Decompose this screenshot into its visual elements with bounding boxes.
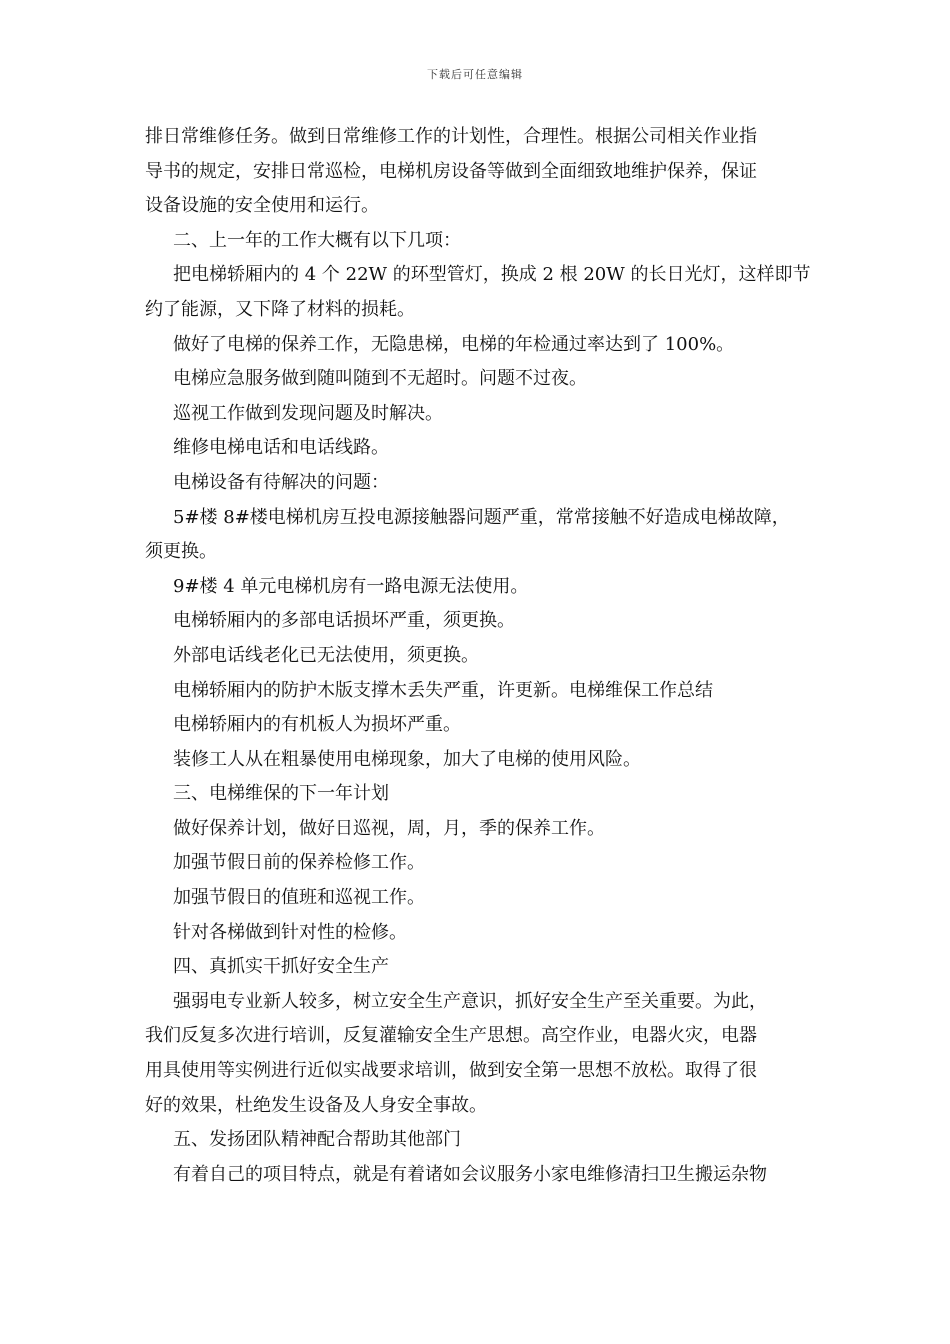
text-line: 维修电梯电话和电话线路。 [173,437,389,459]
text-line: 针对各梯做到针对性的检修。 [173,921,407,943]
text-line: 做好保养计划，做好日巡视，周，月，季的保养工作。 [173,817,605,839]
text-line: 强弱电专业新人较多，树立安全生产意识，抓好安全生产至关重要。为此， [173,990,767,1012]
text-line: 电梯轿厢内的多部电话损坏严重，须更换。 [173,610,515,632]
text-line: 导书的规定，安排日常巡检，电梯机房设备等做到全面细致地维护保养，保证 [145,160,757,182]
text-line: 须更换。 [145,541,217,563]
text-line: 巡视工作做到发现问题及时解决。 [173,402,443,424]
page-header: 下载后可任意编辑 [427,68,523,81]
text-line: 做好了电梯的保养工作，无隐患梯，电梯的年检通过率达到了 100%。 [173,333,735,355]
text-line: 加强节假日的值班和巡视工作。 [173,887,425,909]
text-line: 四、真抓实干抓好安全生产 [173,956,389,978]
text-line: 电梯轿厢内的防护木版支撑木丢失严重，许更新。电梯维保工作总结 [173,679,713,701]
text-line: 好的效果，杜绝发生设备及人身安全事故。 [145,1094,487,1116]
text-line: 外部电话线老化已无法使用，须更换。 [173,644,479,666]
text-line: 装修工人从在粗暴使用电梯现象，加大了电梯的使用风险。 [173,748,641,770]
text-line: 电梯设备有待解决的问题： [173,471,389,493]
text-line: 约了能源，又下降了材料的损耗。 [145,298,415,320]
text-line: 有着自己的项目特点，就是有着诸如会议服务小家电维修清扫卫生搬运杂物 [173,1163,767,1185]
text-line: 二、上一年的工作大概有以下几项： [173,229,461,251]
text-line: 设备设施的安全使用和运行。 [145,195,379,217]
text-line: 用具使用等实例进行近似实战要求培训，做到安全第一思想不放松。取得了很 [145,1060,757,1082]
text-line: 五、发扬团队精神配合帮助其他部门 [173,1129,461,1151]
text-line: 5#楼 8#楼电梯机房互投电源接触器问题严重，常常接触不好造成电梯故障， [173,506,790,528]
text-line: 电梯轿厢内的有机板人为损坏严重。 [173,714,461,736]
text-line: 加强节假日前的保养检修工作。 [173,852,425,874]
text-line: 电梯应急服务做到随叫随到不无超时。问题不过夜。 [173,368,587,390]
text-line: 9#楼 4 单元电梯机房有一路电源无法使用。 [173,575,529,597]
text-line: 我们反复多次进行培训，反复灌输安全生产思想。高空作业，电器火灾，电器 [145,1025,757,1047]
text-line: 把电梯轿厢内的 4 个 22W 的环型管灯，换成 2 根 20W 的长日光灯，这样即节 [173,264,811,286]
text-line: 三、电梯维保的下一年计划 [173,783,389,805]
text-line: 排日常维修任务。做到日常维修工作的计划性，合理性。根据公司相关作业指 [145,126,757,147]
document-body [145,120,825,1192]
